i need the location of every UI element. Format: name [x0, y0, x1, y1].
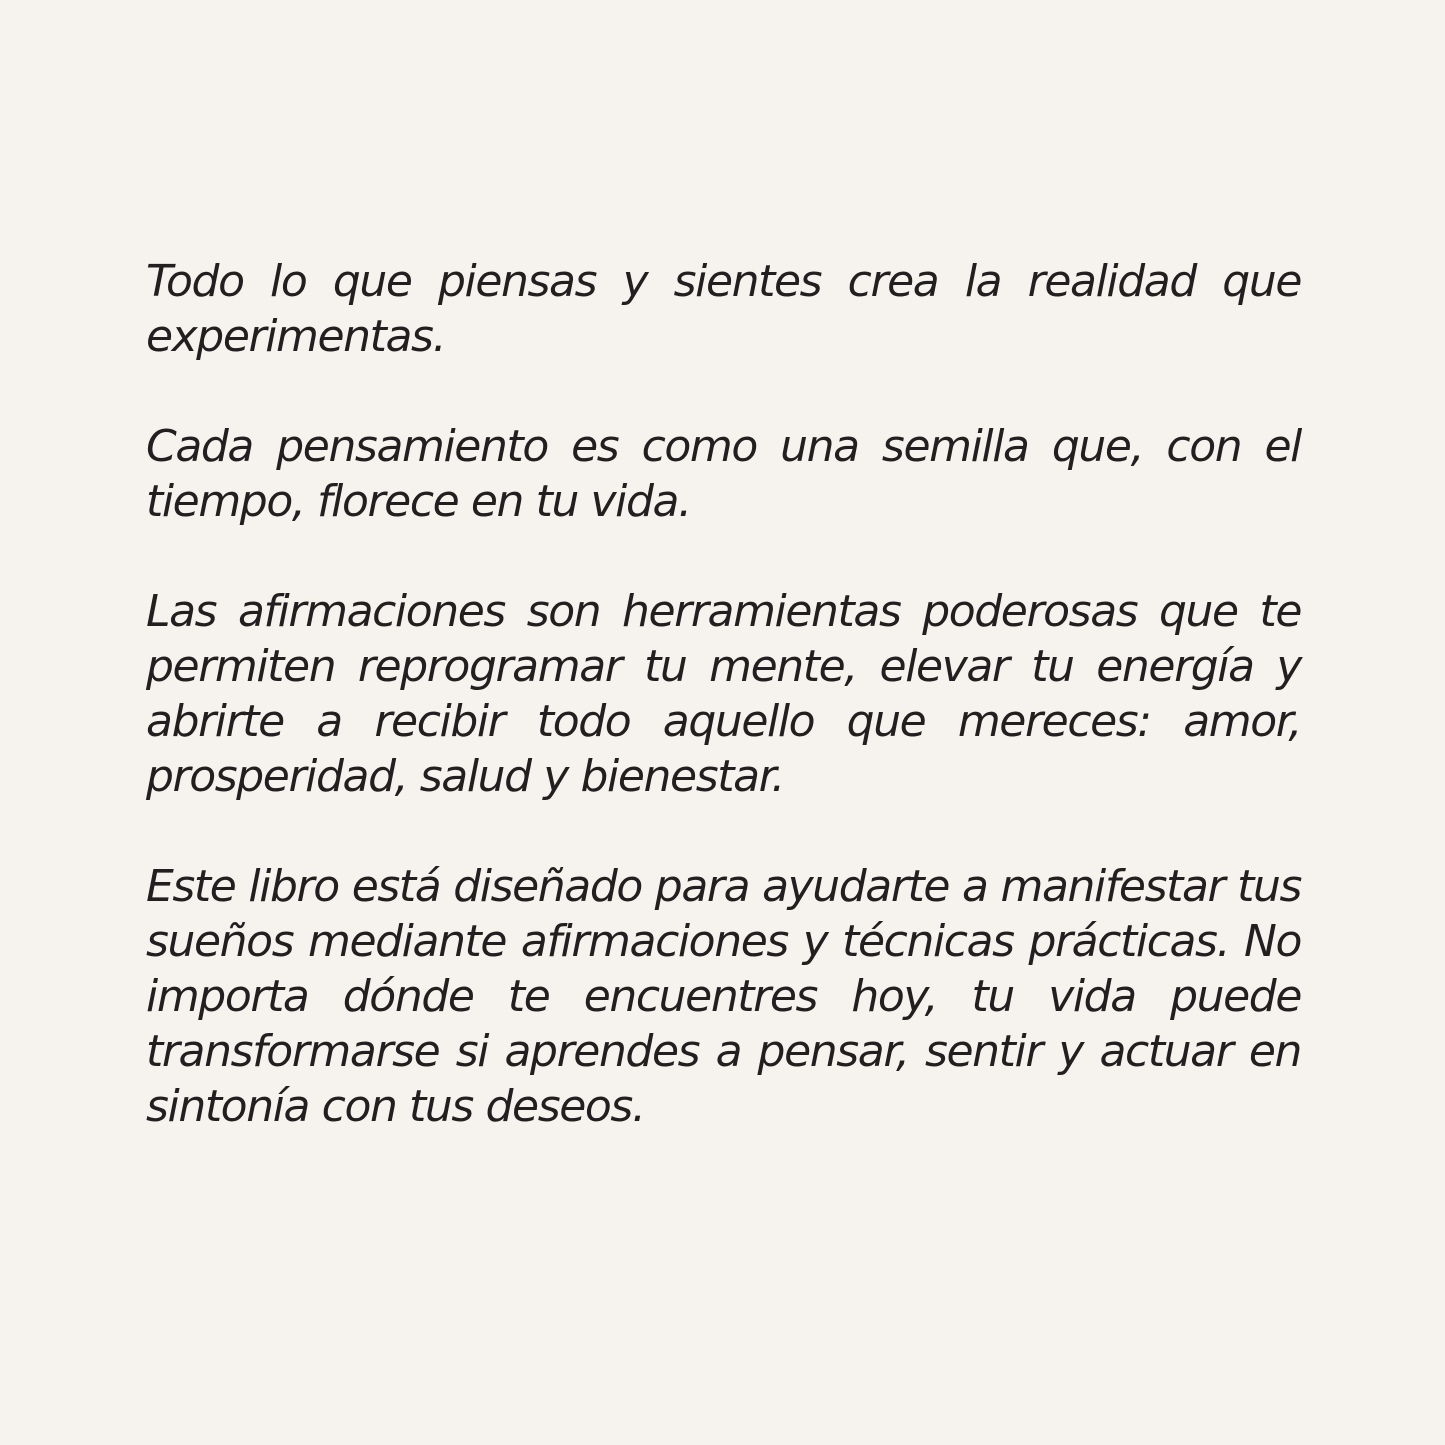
paragraph-4: Este libro está diseñado para ayudarte a manifestar tus sueños mediante afirmaciones y técnicas prácticas. No importa dónde te encuentres hoy, tu vida puede transformarse si aprendes a pensar, sentir y actuar en sintonía con tus deseos.: [146, 861, 1301, 1132]
paragraph-2: Cada pensamiento es como una semilla que, con el tiempo, florece en tu vida.: [146, 421, 1301, 527]
paragraph-3: Las afirmaciones son herramientas poderosas que te permiten reprogramar tu mente, elevar tu energía y abrirte a recibir todo aquello que mereces: amor, prosperidad, salud y bienestar.: [146, 586, 1301, 802]
paragraph-1: Todo lo que piensas y sientes crea la realidad que experimentas.: [146, 256, 1301, 362]
intro-text-block: [146, 254, 1301, 1134]
